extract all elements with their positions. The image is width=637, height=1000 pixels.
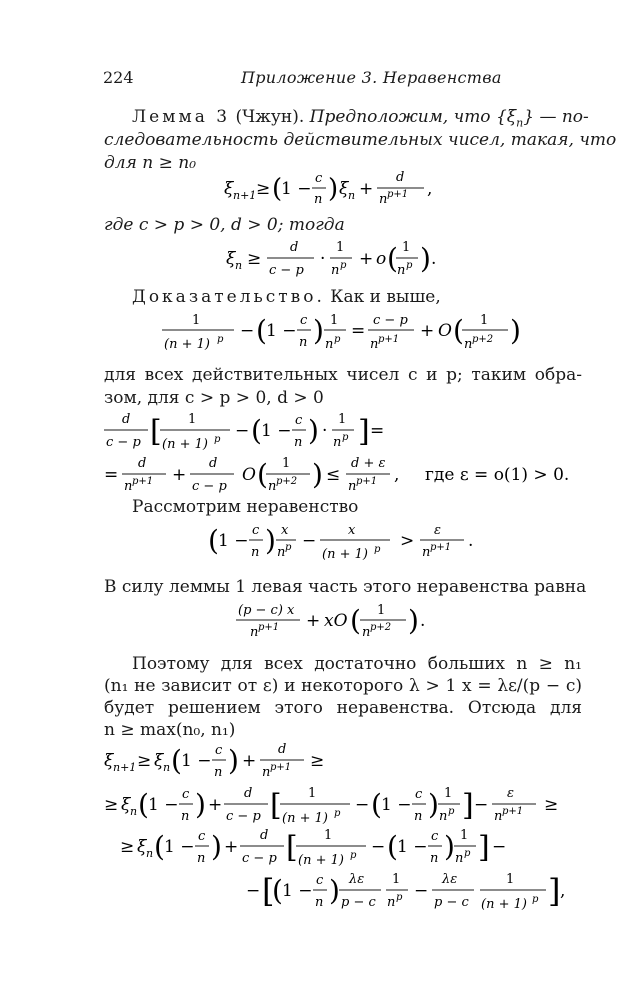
svg-text:(n + 1): (n + 1) [481, 897, 527, 912]
condition-line: где c > p > 0, d > 0; тогда [104, 215, 345, 235]
svg-text:−: − [414, 881, 429, 901]
svg-text:1 −: 1 − [282, 881, 313, 901]
svg-text:1 −: 1 − [181, 751, 212, 771]
svg-text:O: O [242, 465, 256, 485]
svg-text:): ) [510, 314, 521, 347]
svg-text:p+1: p+1 [378, 334, 400, 345]
svg-text:c: c [215, 743, 223, 758]
svg-text:]: ] [478, 830, 490, 865]
svg-text:n: n [325, 337, 334, 352]
svg-text:ξ: ξ [154, 751, 164, 771]
svg-text:n+1: n+1 [233, 189, 257, 202]
svg-text:1: 1 [392, 872, 401, 887]
formula-3 [162, 306, 542, 356]
svg-text:≥: ≥ [104, 795, 119, 815]
proof-line [132, 286, 441, 308]
svg-text:n: n [494, 809, 503, 824]
svg-text:1: 1 [192, 313, 201, 328]
formula-6 [236, 596, 476, 646]
svg-text:.: . [420, 611, 426, 631]
running-title: Приложение 3. Неравенства [241, 68, 502, 87]
svg-text:1: 1 [308, 786, 317, 801]
svg-text:ξ: ξ [104, 751, 114, 771]
svg-text:,: , [427, 179, 433, 199]
svg-text:p+2: p+2 [276, 476, 298, 487]
svg-text:]: ] [358, 414, 370, 449]
svg-text:ξ: ξ [121, 795, 131, 815]
svg-text:1: 1 [460, 828, 469, 843]
svg-text:≤: ≤ [326, 465, 341, 485]
svg-text:n: n [397, 263, 406, 278]
svg-text:): ) [328, 174, 339, 204]
svg-text:1 −: 1 − [381, 795, 412, 815]
svg-text:1 −: 1 − [397, 837, 428, 857]
svg-text:): ) [211, 830, 222, 863]
svg-text:p+2: p+2 [472, 334, 494, 345]
svg-text:]: ] [462, 788, 474, 823]
svg-text:·: · [320, 249, 326, 269]
svg-text:(n + 1): (n + 1) [282, 811, 328, 826]
svg-text:p+1: p+1 [430, 542, 452, 553]
svg-text:,: , [560, 881, 566, 901]
svg-text:1 −: 1 − [218, 531, 249, 551]
svg-text:p: p [464, 848, 471, 859]
svg-text:(: ( [171, 744, 182, 777]
svg-text:+: + [359, 249, 374, 269]
svg-text:(p − c) x: (p − c) x [238, 603, 295, 618]
svg-text:p: p [340, 260, 347, 271]
svg-text:>: > [400, 531, 415, 551]
svg-text:p: p [406, 260, 413, 271]
svg-text:1: 1 [188, 412, 197, 427]
svg-text:n: n [262, 765, 271, 780]
lemma-text-1-sub: n [516, 116, 524, 130]
svg-text:≥: ≥ [137, 751, 152, 771]
svg-text:(: ( [208, 524, 219, 557]
svg-text:=: = [351, 321, 366, 341]
svg-text:): ) [329, 874, 340, 907]
svg-text:+: + [208, 795, 223, 815]
svg-text:c: c [300, 313, 308, 328]
svg-text:−: − [371, 837, 386, 857]
svg-text:ξ: ξ [137, 837, 147, 857]
svg-text:.: . [431, 249, 437, 269]
svg-text:n: n [181, 809, 190, 824]
svg-text:n: n [331, 263, 340, 278]
svg-text:c − p: c − p [269, 263, 304, 278]
svg-text:(n + 1): (n + 1) [322, 547, 368, 562]
svg-text:n: n [348, 189, 356, 202]
svg-text:c − p: c − p [106, 435, 141, 450]
svg-text:=: = [370, 421, 385, 441]
svg-text:1: 1 [282, 456, 291, 471]
svg-text:p+1: p+1 [132, 476, 154, 487]
svg-text:): ) [408, 604, 419, 637]
lemma-line-3: для n ≥ n₀ [104, 153, 197, 173]
svg-text:): ) [308, 414, 319, 447]
svg-text:p: p [342, 432, 349, 443]
svg-text:p+1: p+1 [258, 622, 280, 633]
svg-text:p: p [396, 892, 403, 903]
svg-text:d: d [278, 742, 287, 757]
svg-text:c: c [316, 873, 324, 888]
lemma-author: (Чжун). [235, 107, 305, 127]
svg-text:p − c: p − c [341, 895, 376, 910]
svg-text:−: − [240, 321, 255, 341]
svg-text:−: − [246, 881, 261, 901]
para1-line-1: для всех действительных чисел c и p; таким обра- [104, 365, 582, 385]
svg-text:1: 1 [336, 240, 345, 255]
svg-text:1: 1 [402, 240, 411, 255]
svg-text:ξ: ξ [224, 179, 234, 199]
svg-text:,: , [394, 465, 400, 485]
svg-text:≥: ≥ [247, 249, 262, 269]
svg-text:d: d [209, 456, 218, 471]
svg-text:n: n [387, 895, 396, 910]
svg-text:1 −: 1 − [281, 179, 312, 199]
svg-text:1: 1 [330, 313, 339, 328]
svg-text:−: − [474, 795, 489, 815]
svg-text:): ) [228, 744, 239, 777]
svg-text:c: c [252, 523, 260, 538]
svg-text:≥: ≥ [120, 837, 135, 857]
svg-text:1 −: 1 − [261, 421, 292, 441]
svg-text:O: O [438, 321, 452, 341]
svg-text:+: + [306, 611, 321, 631]
svg-text:p+2: p+2 [370, 622, 392, 633]
lemma-text-1: Предположим, что {ξ [309, 107, 517, 127]
svg-text:n: n [268, 479, 277, 494]
svg-text:): ) [313, 314, 324, 347]
svg-text:n: n [348, 479, 357, 494]
svg-text:(: ( [387, 830, 398, 863]
svg-text:1: 1 [444, 786, 453, 801]
svg-text:ε: ε [434, 523, 441, 538]
svg-text:c: c [415, 787, 423, 802]
svg-text:n: n [314, 192, 323, 207]
svg-text:p: p [334, 808, 341, 819]
svg-text:[: [ [286, 830, 298, 865]
svg-text:xO: xO [324, 611, 348, 631]
svg-text:d + ε: d + ε [351, 456, 386, 471]
svg-text:1: 1 [506, 872, 515, 887]
formula-7a [104, 738, 364, 786]
svg-text:+: + [224, 837, 239, 857]
page-number: 224 [103, 68, 134, 87]
svg-text:(: ( [138, 788, 149, 821]
svg-text:n+1: n+1 [113, 761, 137, 774]
formula-7d [246, 866, 586, 918]
svg-text:(n + 1): (n + 1) [162, 437, 208, 452]
lemma-text-1-tail: } — по- [523, 107, 589, 127]
svg-text:n: n [214, 765, 223, 780]
svg-text:p+1: p+1 [502, 806, 524, 817]
formula-4b [104, 450, 584, 500]
svg-text:d: d [260, 828, 269, 843]
svg-text:): ) [265, 524, 276, 557]
svg-text:o: o [376, 249, 387, 269]
svg-text:p+1: p+1 [356, 476, 378, 487]
svg-text:−: − [235, 421, 250, 441]
para3-line-1: В силу леммы 1 левая часть этого неравенства равна [104, 577, 587, 597]
svg-text:где ε = o(1) > 0.: где ε = o(1) > 0. [425, 465, 570, 485]
svg-text:d: d [244, 786, 253, 801]
svg-text:n: n [414, 809, 423, 824]
svg-text:p − c: p − c [434, 895, 469, 910]
svg-text:c: c [295, 413, 303, 428]
svg-text:(: ( [251, 414, 262, 447]
svg-text:n: n [315, 895, 324, 910]
para1-line-2: зом, для c > p > 0, d > 0 [104, 388, 324, 408]
svg-text:(: ( [256, 314, 267, 347]
svg-text:p: p [532, 894, 539, 905]
svg-text:≥: ≥ [256, 179, 271, 199]
svg-text:1: 1 [480, 313, 489, 328]
svg-text:(: ( [272, 174, 283, 204]
svg-text:n: n [333, 435, 342, 450]
svg-text:n: n [362, 625, 371, 640]
svg-text:−: − [355, 795, 370, 815]
svg-text:n: n [464, 337, 473, 352]
svg-text:c − p: c − p [242, 851, 277, 866]
formula-1 [224, 166, 474, 212]
svg-text:+: + [420, 321, 435, 341]
svg-text:n: n [250, 625, 259, 640]
svg-text:[: [ [262, 872, 275, 910]
svg-text:λε: λε [349, 872, 365, 887]
svg-text:(: ( [257, 458, 268, 491]
svg-text:c: c [182, 787, 190, 802]
svg-text:n: n [251, 545, 260, 560]
svg-text:n: n [277, 545, 286, 560]
svg-text:λε: λε [442, 872, 458, 887]
svg-text:1 −: 1 − [148, 795, 179, 815]
svg-text:·: · [322, 421, 328, 441]
svg-text:.: . [468, 531, 474, 551]
svg-text:=: = [104, 465, 119, 485]
svg-text:): ) [420, 242, 431, 275]
svg-text:p: p [448, 806, 455, 817]
para4-line-1: Поэтому для всех достаточно больших n ≥ n₁ [132, 654, 582, 674]
svg-text:(: ( [371, 788, 382, 821]
lemma-label: Лемма 3 [132, 107, 231, 127]
svg-text:1: 1 [324, 828, 333, 843]
svg-text:p+1: p+1 [387, 189, 409, 200]
svg-text:): ) [195, 788, 206, 821]
svg-text:+: + [172, 465, 187, 485]
svg-text:x: x [348, 523, 356, 538]
svg-text:≥: ≥ [310, 751, 325, 771]
svg-text:): ) [428, 788, 439, 821]
formula-4a [104, 408, 404, 456]
svg-text:n: n [130, 805, 138, 818]
svg-text:d: d [396, 170, 405, 185]
svg-text:n: n [197, 851, 206, 866]
svg-text:1 −: 1 − [164, 837, 195, 857]
svg-text:): ) [444, 830, 455, 863]
svg-text:n: n [124, 479, 133, 494]
lemma-line-2: следовательность действительных чисел, такая, что [104, 130, 617, 150]
svg-text:(: ( [154, 830, 165, 863]
svg-text:(n + 1): (n + 1) [298, 853, 344, 868]
svg-text:x: x [281, 523, 289, 538]
svg-text:c − p: c − p [192, 479, 227, 494]
svg-text:[: [ [270, 788, 282, 823]
formula-7c [120, 822, 580, 872]
svg-text:d: d [290, 240, 299, 255]
svg-text:n: n [422, 545, 431, 560]
svg-text:c: c [315, 171, 323, 186]
svg-text:n: n [299, 335, 308, 350]
svg-text:(n + 1): (n + 1) [164, 337, 210, 352]
svg-text:n: n [146, 847, 154, 860]
svg-text:n: n [455, 851, 464, 866]
svg-text:1: 1 [338, 412, 347, 427]
svg-text:n: n [439, 809, 448, 824]
svg-text:−: − [492, 837, 507, 857]
svg-text:c − p: c − p [373, 313, 408, 328]
svg-text:1 −: 1 − [266, 321, 297, 341]
svg-text:ξ: ξ [339, 179, 349, 199]
svg-text:p: p [334, 334, 341, 345]
svg-text:n: n [370, 337, 379, 352]
svg-text:[: [ [150, 414, 162, 449]
running-header [103, 68, 583, 92]
para4-line-3: будет решением этого неравенства. Отсюда для [104, 698, 582, 718]
svg-text:1: 1 [377, 603, 386, 618]
svg-text:c: c [431, 829, 439, 844]
svg-text:(: ( [272, 874, 283, 907]
svg-text:): ) [312, 458, 323, 491]
svg-text:n: n [294, 435, 303, 450]
svg-text:(: ( [350, 604, 361, 637]
svg-text:p: p [214, 434, 221, 445]
svg-text:n: n [235, 259, 243, 272]
svg-text:n: n [379, 192, 388, 207]
svg-text:(: ( [387, 242, 398, 275]
proof-label: Доказательство. [132, 287, 325, 307]
para4-line-4: n ≥ max(n₀, n₁) [104, 720, 236, 740]
svg-text:d: d [138, 456, 147, 471]
para2-line-1: Рассмотрим неравенство [132, 497, 359, 517]
svg-text:p: p [350, 850, 357, 861]
svg-text:ξ: ξ [226, 249, 236, 269]
formula-5 [208, 516, 488, 566]
svg-text:−: − [302, 531, 317, 551]
svg-text:n: n [430, 851, 439, 866]
svg-text:p: p [285, 542, 292, 553]
proof-text: Как и выше, [330, 287, 441, 307]
svg-text:ε: ε [507, 786, 514, 801]
svg-text:d: d [122, 412, 131, 427]
svg-text:p: p [217, 334, 224, 345]
svg-text:p+1: p+1 [270, 762, 292, 773]
para4-line-2: (n₁ не зависит от ε) и некоторого λ > 1 x = λε/(p − c) [104, 676, 582, 696]
formula-2 [226, 236, 466, 284]
svg-text:c: c [198, 829, 206, 844]
svg-text:≥: ≥ [544, 795, 559, 815]
svg-text:]: ] [548, 872, 561, 910]
svg-text:p: p [374, 544, 381, 555]
svg-text:c − p: c − p [226, 809, 261, 824]
svg-text:+: + [242, 751, 257, 771]
svg-text:(: ( [453, 314, 464, 347]
svg-text:+: + [359, 179, 374, 199]
svg-text:n: n [163, 761, 171, 774]
